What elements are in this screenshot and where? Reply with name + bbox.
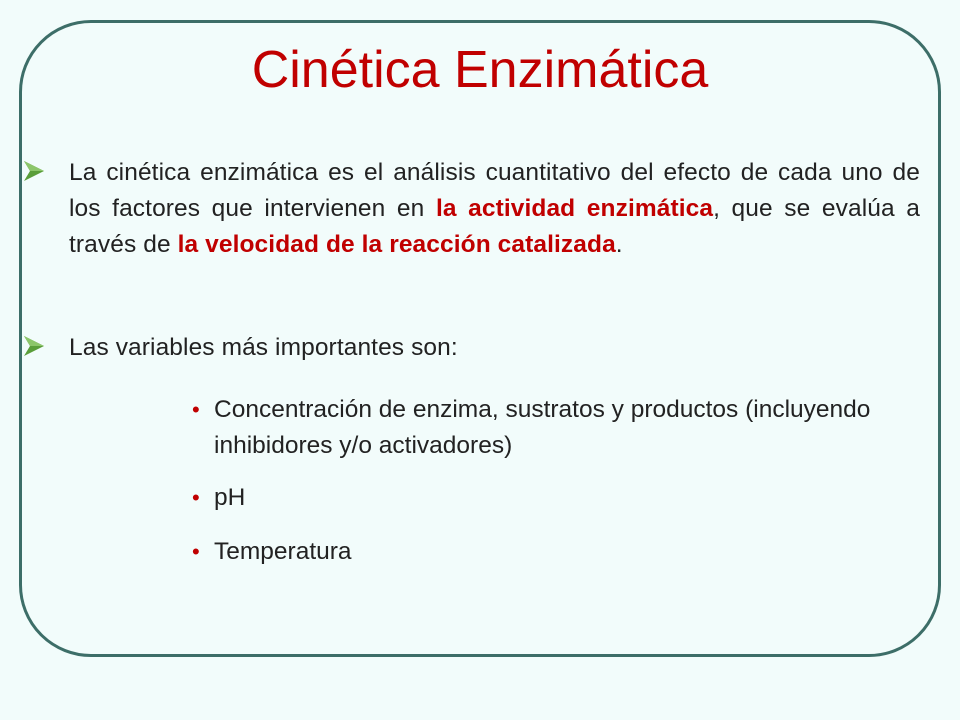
definition-text-part1: La cinética enzimática es el análisis cuantitativo del efecto de cada uno de los factores que intervienen en (69, 159, 920, 222)
list-item-temperature (192, 534, 912, 570)
list-item-text: pH (214, 484, 246, 511)
arrowhead-bullet-icon (22, 334, 46, 358)
bullet-definition (22, 155, 920, 263)
bullet-dot-icon: • (192, 539, 200, 564)
list-item-concentration (192, 392, 912, 464)
bullet-variables (22, 330, 920, 366)
highlight-enzyme-activity: la actividad enzimática (435, 195, 714, 222)
definition-paragraph (69, 155, 920, 263)
list-item-ph (192, 480, 912, 516)
slide-title: Cinética Enzimática (251, 41, 709, 99)
list-item-text: Temperatura (214, 538, 352, 565)
variables-intro: Las variables más importantes son: (69, 334, 458, 361)
list-item-text: Concentración de enzima, sustratos y productos (incluyendo inhibidores y/o activadores) (214, 396, 871, 459)
bullet-dot-icon: • (192, 485, 200, 510)
definition-text-part2: , que se evalúa a través de (69, 195, 921, 258)
bullet-dot-icon: • (192, 397, 200, 422)
arrowhead-bullet-icon (22, 159, 46, 183)
highlight-reaction-rate: la velocidad de la reacción catalizada (177, 231, 616, 258)
definition-text-end: . (615, 231, 623, 258)
